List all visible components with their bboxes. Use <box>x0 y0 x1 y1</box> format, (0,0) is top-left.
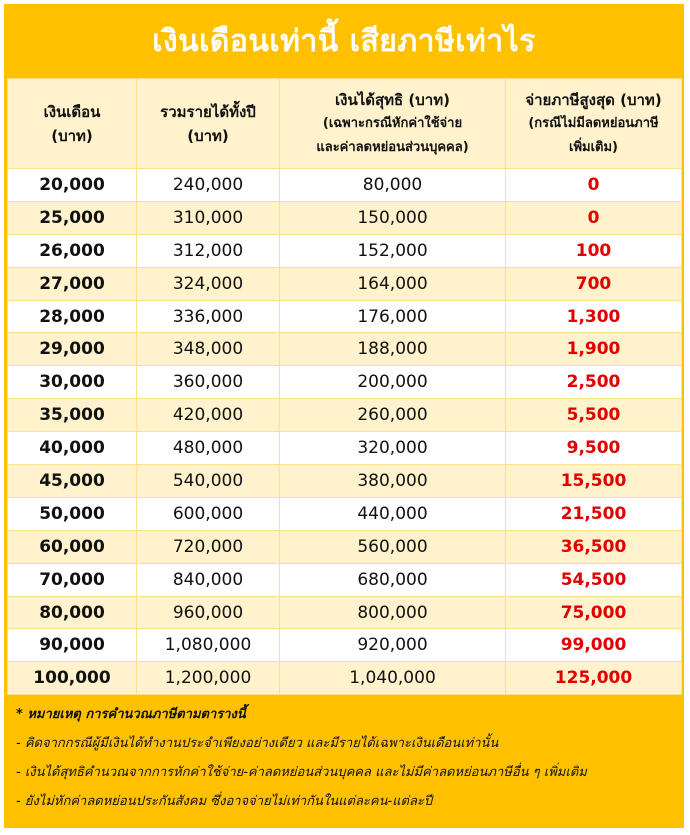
table-header-row <box>8 79 682 169</box>
cell-net-income: 680,000 <box>280 563 506 596</box>
cell-net-income: 1,040,000 <box>280 662 506 695</box>
cell-net-income: 164,000 <box>280 267 506 300</box>
cell-annual-income: 324,000 <box>137 267 280 300</box>
cell-salary: 45,000 <box>8 465 137 498</box>
notes-heading: * หมายเหตุ การคำนวณภาษีตามตารางนี้ <box>16 707 246 722</box>
cell-net-income: 380,000 <box>280 465 506 498</box>
cell-max-tax: 5,500 <box>506 399 682 432</box>
cell-annual-income: 312,000 <box>137 234 280 267</box>
note-item: - เงินได้สุทธิคำนวณจากการหักค่าใช้จ่าย-ค่าลดหย่อนส่วนบุคคล และไม่มีค่าลดหย่อนภาษีอื่น ๆ เพิ่มเติม <box>16 765 587 780</box>
cell-annual-income: 960,000 <box>137 596 280 629</box>
cell-max-tax: 75,000 <box>506 596 682 629</box>
cell-annual-income: 360,000 <box>137 366 280 399</box>
table-row <box>8 399 682 432</box>
header-tax-note-1: (กรณีไม่มีลดหย่อนภาษี <box>528 115 659 131</box>
table-row <box>8 563 682 596</box>
notes-section <box>16 700 676 816</box>
cell-salary: 40,000 <box>8 432 137 465</box>
cell-max-tax: 700 <box>506 267 682 300</box>
cell-max-tax: 100 <box>506 234 682 267</box>
table-body <box>8 169 682 695</box>
cell-net-income: 80,000 <box>280 169 506 202</box>
cell-annual-income: 1,200,000 <box>137 662 280 695</box>
cell-net-income: 152,000 <box>280 234 506 267</box>
cell-salary: 29,000 <box>8 333 137 366</box>
cell-net-income: 440,000 <box>280 497 506 530</box>
table-row <box>8 662 682 695</box>
cell-salary: 80,000 <box>8 596 137 629</box>
header-net-note-2: และค่าลดหย่อนส่วนบุคคล) <box>316 139 469 155</box>
cell-net-income: 176,000 <box>280 300 506 333</box>
cell-salary: 26,000 <box>8 234 137 267</box>
table-row <box>8 366 682 399</box>
cell-annual-income: 336,000 <box>137 300 280 333</box>
cell-salary: 100,000 <box>8 662 137 695</box>
cell-max-tax: 54,500 <box>506 563 682 596</box>
header-annual-label: รวมรายได้ทั้งปี <box>160 102 256 121</box>
cell-max-tax: 1,300 <box>506 300 682 333</box>
cell-max-tax: 99,000 <box>506 629 682 662</box>
header-annual-unit: (บาท) <box>187 126 229 145</box>
cell-max-tax: 1,900 <box>506 333 682 366</box>
cell-salary: 90,000 <box>8 629 137 662</box>
table-row <box>8 530 682 563</box>
cell-salary: 60,000 <box>8 530 137 563</box>
table-row <box>8 432 682 465</box>
cell-annual-income: 480,000 <box>137 432 280 465</box>
table-row <box>8 497 682 530</box>
table-row <box>8 333 682 366</box>
cell-max-tax: 36,500 <box>506 530 682 563</box>
cell-salary: 28,000 <box>8 300 137 333</box>
cell-max-tax: 125,000 <box>506 662 682 695</box>
cell-annual-income: 310,000 <box>137 201 280 234</box>
table-row <box>8 300 682 333</box>
cell-annual-income: 720,000 <box>137 530 280 563</box>
cell-annual-income: 420,000 <box>137 399 280 432</box>
cell-annual-income: 540,000 <box>137 465 280 498</box>
cell-max-tax: 9,500 <box>506 432 682 465</box>
cell-net-income: 150,000 <box>280 201 506 234</box>
cell-net-income: 200,000 <box>280 366 506 399</box>
cell-net-income: 800,000 <box>280 596 506 629</box>
cell-net-income: 320,000 <box>280 432 506 465</box>
page-title: เงินเดือนเท่านี้ เสียภาษีเท่าไร <box>152 23 536 59</box>
cell-annual-income: 1,080,000 <box>137 629 280 662</box>
cell-max-tax: 0 <box>506 201 682 234</box>
cell-net-income: 188,000 <box>280 333 506 366</box>
cell-max-tax: 21,500 <box>506 497 682 530</box>
cell-salary: 27,000 <box>8 267 137 300</box>
table-row <box>8 201 682 234</box>
cell-net-income: 560,000 <box>280 530 506 563</box>
note-item: - คิดจากกรณีผู้มีเงินได้ทำงานประจำเพียงอย่างเดียว และมีรายได้เฉพาะเงินเดือนเท่านั้น <box>16 736 499 751</box>
header-salary <box>8 79 137 169</box>
header-tax-note-2: เพิ่มเติม) <box>569 139 618 155</box>
infographic-frame <box>4 4 684 828</box>
cell-annual-income: 240,000 <box>137 169 280 202</box>
cell-salary: 70,000 <box>8 563 137 596</box>
header-annual-income <box>137 79 280 169</box>
cell-salary: 20,000 <box>8 169 137 202</box>
table-row <box>8 629 682 662</box>
header-net-note-1: (เฉพาะกรณีหักค่าใช้จ่าย <box>322 115 463 131</box>
note-item: - ยังไม่หักค่าลดหย่อนประกันสังคม ซึ่งอาจจ่ายไม่เท่ากันในแต่ละคน-แต่ละปี <box>16 794 433 809</box>
cell-max-tax: 0 <box>506 169 682 202</box>
cell-max-tax: 15,500 <box>506 465 682 498</box>
cell-net-income: 260,000 <box>280 399 506 432</box>
header-salary-unit: (บาท) <box>51 126 93 145</box>
cell-salary: 30,000 <box>8 366 137 399</box>
table-row <box>8 234 682 267</box>
header-net-label: เงินได้สุทธิ (บาท) <box>335 90 450 109</box>
header-salary-label: เงินเดือน <box>43 102 101 121</box>
cell-annual-income: 348,000 <box>137 333 280 366</box>
header-max-tax <box>506 79 682 169</box>
cell-salary: 25,000 <box>8 201 137 234</box>
cell-annual-income: 840,000 <box>137 563 280 596</box>
cell-net-income: 920,000 <box>280 629 506 662</box>
table-row <box>8 596 682 629</box>
cell-annual-income: 600,000 <box>137 497 280 530</box>
cell-salary: 35,000 <box>8 399 137 432</box>
cell-salary: 50,000 <box>8 497 137 530</box>
cell-max-tax: 2,500 <box>506 366 682 399</box>
header-net-income <box>280 79 506 169</box>
header-tax-label: จ่ายภาษีสูงสุด (บาท) <box>525 90 662 109</box>
table-row <box>8 267 682 300</box>
tax-table <box>7 78 682 695</box>
table-row <box>8 465 682 498</box>
table-row <box>8 169 682 202</box>
